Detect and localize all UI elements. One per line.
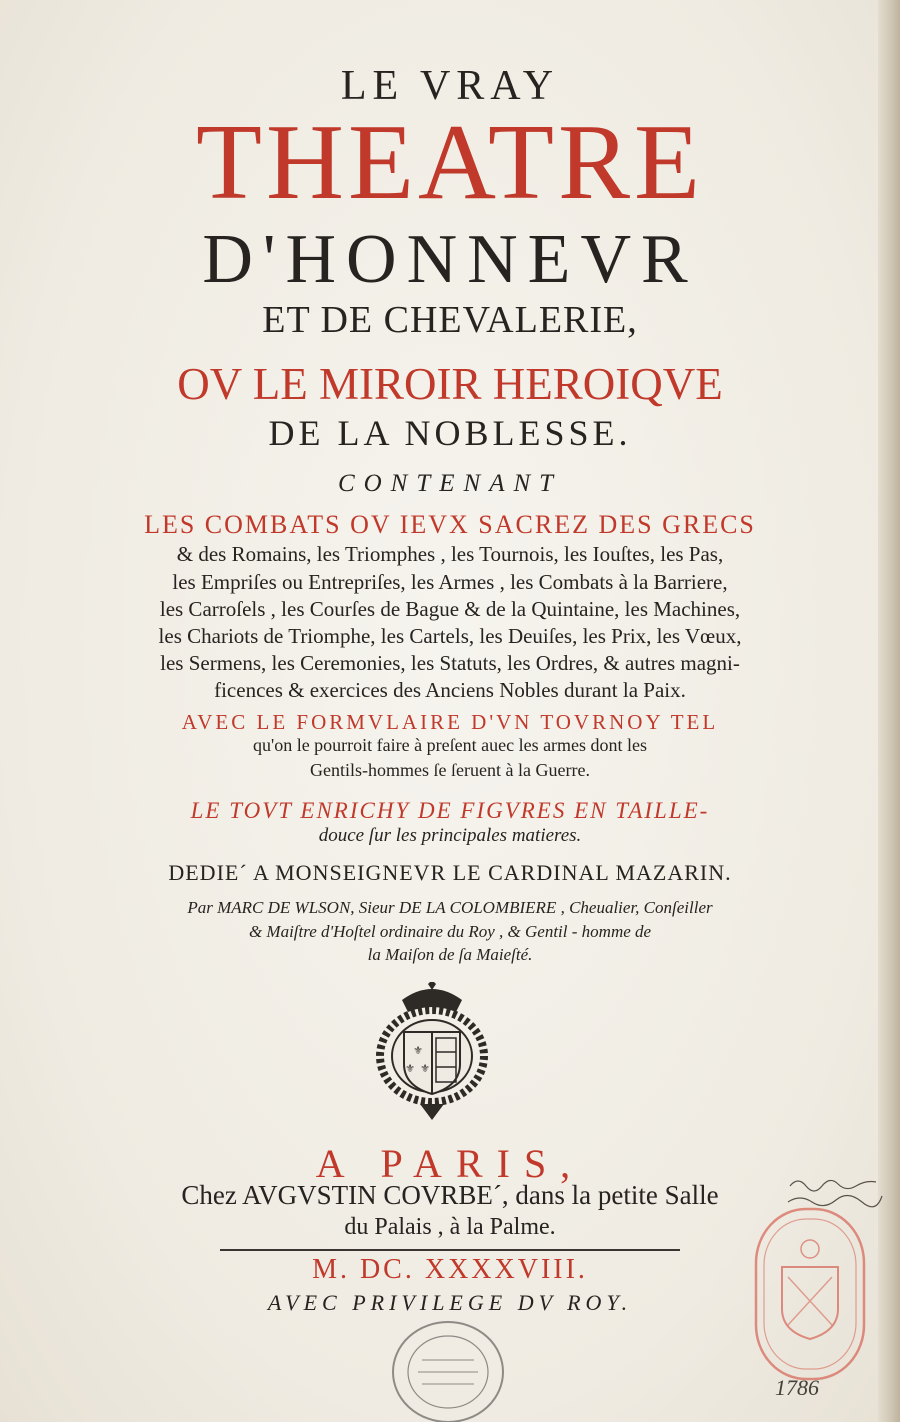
contenant-heading: CONTENANT bbox=[337, 470, 563, 497]
royal-arms-icon bbox=[372, 982, 492, 1124]
divider-rule bbox=[220, 1249, 680, 1251]
title-noblesse: DE LA NOBLESSE. bbox=[268, 413, 632, 453]
ownership-stamp bbox=[388, 1316, 508, 1422]
title-dhonneur: D'HONNEVR bbox=[202, 221, 698, 298]
formulaire-heading: AVEC LE FORMVLAIRE D'VN TOVRNOY TEL bbox=[181, 710, 719, 734]
enrichi-line: douce ſur les principales matieres. bbox=[318, 825, 582, 846]
title-le-vray: LE VRAY bbox=[340, 63, 560, 109]
formulaire-line: Gentils-hommes ſe ſeruent à la Guerre. bbox=[310, 760, 590, 780]
body-line: les Sermens, les Ceremonies, les Statuts, les Ordres, & autres magni- bbox=[160, 651, 740, 675]
privilege-line: AVEC PRIVILEGE DV ROY. bbox=[267, 1290, 633, 1315]
body-line: les Chariots de Triomphe, les Cartels, les Deuiſes, les Prix, les Vœux, bbox=[158, 624, 742, 648]
svg-text:⚜: ⚜ bbox=[405, 1062, 415, 1075]
title-miroir-heroique: OV LE MIROIR HEROIQVE bbox=[177, 359, 723, 409]
title-theatre: THEATRE bbox=[196, 103, 704, 222]
body-line: & des Romains, les Triomphes , les Tournois, les Iouſtes, les Pas, bbox=[176, 542, 724, 566]
handwritten-number: 1786 bbox=[775, 1375, 819, 1400]
library-seal-stamp bbox=[752, 1205, 868, 1383]
body-line: les Carroſels , les Courſes de Bague & de la Quintaine, les Machines, bbox=[159, 597, 741, 621]
imprint-year: M. DC. XXXXVIII. bbox=[312, 1254, 588, 1285]
imprint-place: A PARIS, bbox=[315, 1141, 585, 1186]
combats-heading: LES COMBATS OV IEVX SACREZ DES GRECS bbox=[144, 510, 756, 539]
author-line: Par MARC DE WLSON, Sieur DE LA COLOMBIERE , Cheualier, Conſeiller bbox=[187, 898, 713, 917]
imprint-address: du Palais , à la Palme. bbox=[344, 1214, 556, 1240]
svg-text:⚜: ⚜ bbox=[420, 1062, 430, 1075]
author-line: & Maiſtre d'Hoſtel ordinaire du Roy , & Gentil - homme de bbox=[248, 922, 652, 941]
formulaire-line: qu'on le pourroit faire à preſent auec les armes dont les bbox=[252, 735, 648, 755]
svg-text:⚜: ⚜ bbox=[413, 1044, 423, 1057]
body-line: les Empriſes ou Entrepriſes, les Armes , les Combats à la Barriere, bbox=[172, 570, 728, 594]
enrichi-heading: LE TOVT ENRICHY DE FIGVRES EN TAILLE- bbox=[190, 798, 710, 823]
body-line: ficences & exercices des Anciens Nobles durant la Paix. bbox=[214, 678, 686, 702]
title-chevalerie: ET DE CHEVALERIE, bbox=[262, 299, 638, 341]
author-line: la Maiſon de ſa Maieſté. bbox=[367, 945, 533, 964]
imprint-printer: Chez AVGVSTIN COVRBE´, dans la petite Salle bbox=[181, 1180, 719, 1210]
dedication: DEDIE´ A MONSEIGNEVR LE CARDINAL MAZARIN. bbox=[168, 860, 732, 885]
